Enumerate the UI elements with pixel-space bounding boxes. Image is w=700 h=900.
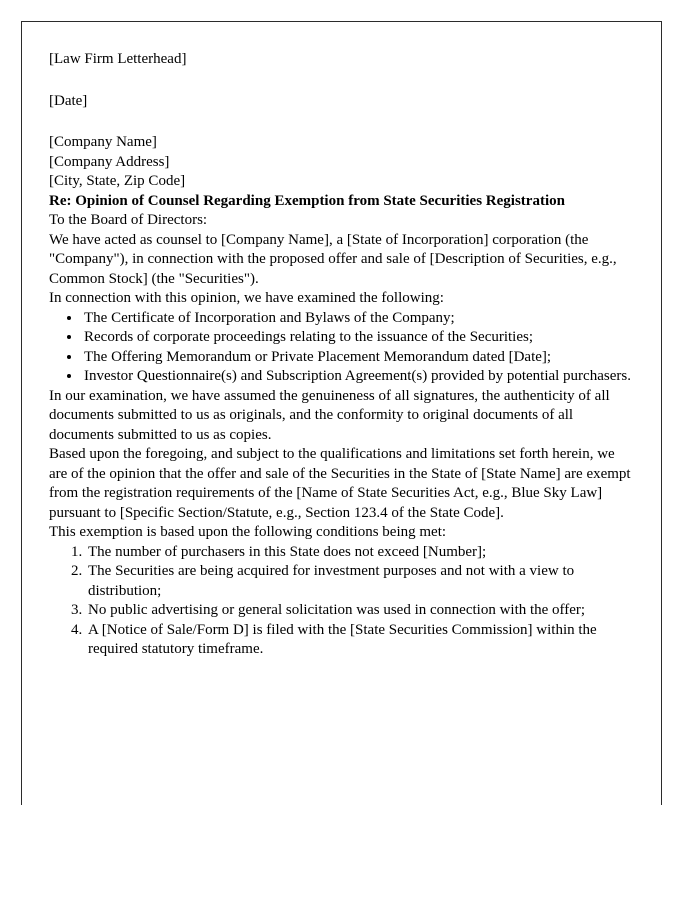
list-item: • Investor Questionnaire(s) and Subscription Agreement(s) provided by potential purchasers. bbox=[82, 367, 632, 387]
list-item: • Records of corporate proceedings relating to the issuance of the Securities; bbox=[82, 328, 632, 348]
law-firm-letterhead: [Law Firm Letterhead] bbox=[49, 51, 187, 67]
document-page bbox=[21, 21, 662, 805]
list-item: 1. The number of purchasers in this State does not exceed [Number]; bbox=[86, 543, 632, 563]
assumptions-paragraph: In our examination, we have assumed the genuineness of all signatures, the authenticity of all documents submitted to us as originals, and the conformity to original documents of all documents submitted to us as copies. bbox=[49, 387, 610, 443]
list-item: 3. No public advertising or general solicitation was used in connection with the offer; bbox=[86, 601, 632, 621]
opinion-paragraph: Based upon the foregoing, and subject to the qualifications and limitations set forth herein, we are of the opinion that the offer and sale of the Securities in the State of [State Name] are exempt from the registration requirements of the [Name of State Securities Act, e.g., Blue Sky Law] pursuant to [Specific Section/Statute, e.g., Section 123.4 of the State Code]. bbox=[49, 446, 631, 521]
examined-documents-list bbox=[49, 309, 632, 387]
recipient-address-block bbox=[49, 133, 632, 192]
conditions-list bbox=[49, 543, 632, 660]
salutation: To the Board of Directors: bbox=[49, 212, 208, 228]
recipient-company-name: [Company Name] bbox=[49, 134, 157, 150]
intro-paragraph: We have acted as counsel to [Company Name], a [State of Incorporation] corporation (the "Company"), in connection with the proposed offer and sale of [Description of Securities, e.g., Common Stock] (the "Securities"). bbox=[49, 231, 617, 287]
list-item: • The Offering Memorandum or Private Placement Memorandum dated [Date]; bbox=[82, 348, 632, 368]
subject-line: Re: Opinion of Counsel Regarding Exemption from State Securities Registration bbox=[49, 192, 565, 209]
letter-date: [Date] bbox=[49, 92, 88, 109]
document-body bbox=[22, 22, 661, 660]
recipient-city-state-zip: [City, State, Zip Code] bbox=[49, 173, 186, 189]
list-item: 2. The Securities are being acquired for investment purposes and not with a view to distribution; bbox=[86, 562, 632, 601]
list-item: 4. A [Notice of Sale/Form D] is filed with the [State Securities Commission] within the required statutory timeframe. bbox=[86, 621, 632, 660]
examination-lead-in: In connection with this opinion, we have examined the following: bbox=[49, 290, 444, 306]
list-item: • The Certificate of Incorporation and Bylaws of the Company; bbox=[82, 309, 632, 329]
recipient-company-address: [Company Address] bbox=[49, 153, 170, 170]
conditions-lead-in: This exemption is based upon the following conditions being met: bbox=[49, 524, 447, 540]
